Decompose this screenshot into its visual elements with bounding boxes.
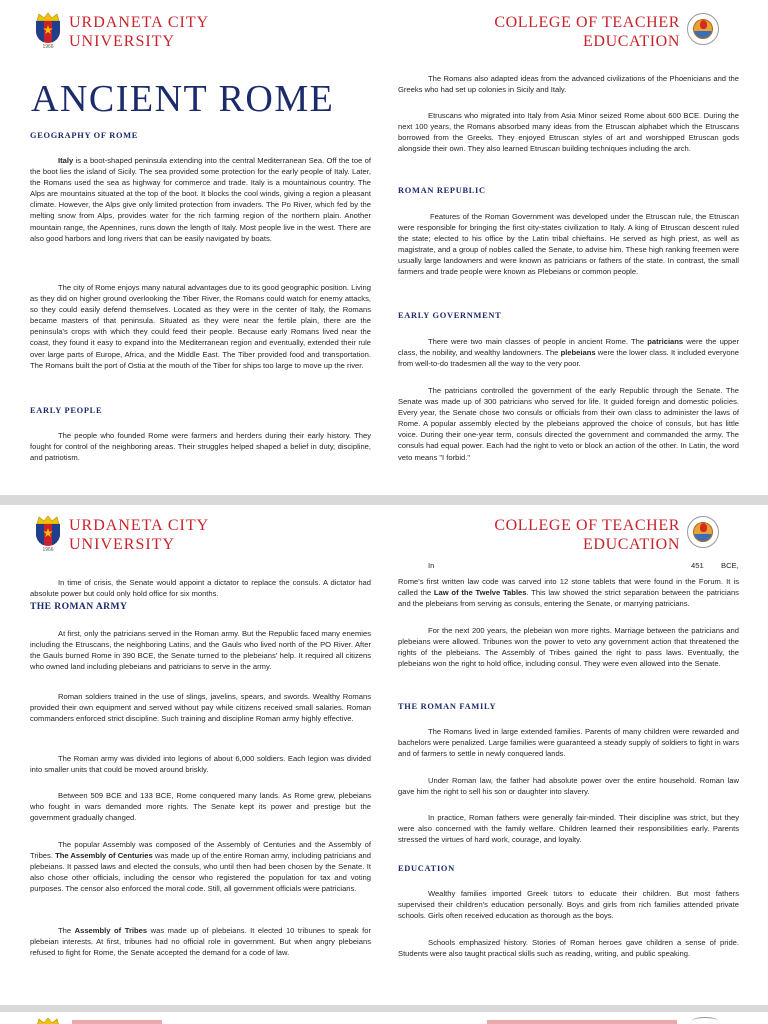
college-name-cut-off (487, 1020, 677, 1024)
paragraph-early-people: The people who founded Rome were farmers and herders during their early history. They fought for control of the neighboring areas. Their struggles helped shaped a belief in duty, discipline, and patriotism. (30, 431, 371, 463)
college-emblem-icon (687, 516, 719, 548)
university-name-line2: UNIVERSITY (69, 536, 175, 553)
college-name-line2: EDUCATION (583, 536, 680, 553)
paragraph-text: There were two main classes of people in ancient Rome. The (428, 337, 648, 346)
paragraph-text: is a boot-shaped peninsula extending into the central Mediterranean Sea. Off the toe of the boot lies the island of Sicily. The sea provided some protection for the early people of Italy. Later, the Romans used the sea as highway for commerce and trade. Italy is a mountainous country. The Alps are mountains situated at the top of the boot. It blocks the cool winds, giving a region a pleasant climate. However, the Alps give only limited protection from invaders. The Po River, which fed by the melting snow from Alps, provides water for the rich farming region of the northern plain. Another mountain range, the Apennines, runs down the length of Italy. Most people live in the west. There are also good harbors and long rivers that can be easily navigated by boats. (30, 156, 371, 243)
paragraph-text: were the lower class. It included everyone from well-to-do tradesmen all the way to the very poor. (398, 348, 740, 369)
paragraph-republic: Features of the Roman Government was developed under the Etruscan rule, the Etruscan were responsible for bringing the first city-states civilization to Italy. A king of Etruscan descent ruled the state; elected to his office by the Latin tribal chieftains. He served as high priest, as well as magistrate, and a group of nobles called the Senate, to advise him. These high ranking freemen were usually large landowners and were known as patricians or fathers of the state. In contrast, the small farmers and trade people were known as Plebeians or common people. (398, 212, 739, 277)
paragraph-education-1: Wealthy families imported Greek tutors to educate their children. But most fathers supervised their children's education personally. Boys and girls from rich families attended private schools. Girls often received education as thorough as the boys. (398, 889, 739, 921)
page-separator (0, 495, 768, 505)
university-seal-icon (33, 1017, 63, 1024)
cut-off-text-in: In (428, 561, 435, 570)
page-separator (0, 1005, 768, 1012)
heading-roman-family: THE ROMAN FAMILY (398, 702, 497, 711)
university-seal-icon (33, 12, 63, 50)
university-name (69, 516, 209, 554)
page-header (0, 0, 768, 70)
paragraph-text: were the upper class, the nobility, and wealthy landowners. The (398, 337, 739, 358)
paragraph-text: Rome's first written law code was carved into 12 stone tablets that were found in the Forum. It is called the (398, 577, 739, 598)
heading-roman-republic: ROMAN REPUBLIC (398, 186, 486, 195)
bold-term-assembly-of-centuries: The Assembly of Centuries (55, 851, 153, 861)
university-name-line1: URDANETA CITY (69, 517, 210, 534)
paragraph-phoenicians: The Romans also adapted ideas from the advanced civilizations of the Phoenicians and the Greeks who had set up colonies in Sicily and Italy. (398, 74, 739, 95)
paragraph-education-2: Schools emphasized history. Stories of Roman heroes gave children a sense of pride. Students were also taught practical skills such as reading, writing, and public speaking. (398, 938, 739, 959)
bold-term-assembly-of-tribes: Assembly of Tribes (74, 926, 148, 935)
paragraph-family-1: The Romans lived in large extended families. Parents of many children were rewarded and bachelors were penalized. Large families were guaranteed a steady supply of soldiers to fight in wars and of farmers to settle in newly conquered lands. (398, 727, 739, 759)
university-name-line2: UNIVERSITY (69, 33, 175, 50)
heading-early-government: EARLY GOVERNMENT (398, 311, 502, 320)
paragraph-army-3: The Roman army was divided into legions of about 6,000 soldiers. Each legion was divided into smaller units that could be moved around briskly. (30, 754, 371, 775)
document-title: ANCIENT ROME (31, 78, 335, 120)
paragraph-assembly-centuries (30, 839, 371, 894)
paragraph-etruscans: Etruscans who migrated into Italy from Asia Minor seized Rome about 600 BCE. During the next 100 years, the Romans absorbed many ideas from the Etruscan alphabet which the Etruscans borrowed from the Greeks. They enjoyed Etruscan styles of art and worshipped Etruscan gods alongside their own. They also learned Etruscan building techniques including the arch. (398, 111, 739, 154)
paragraph-government-2: The patricians controlled the government of the early Republic through the Senate. The Senate was made up of 300 patricians who served for life. It guided foreign and domestic policies. Every year, the Senate chose two consuls or officials from their own class to administer the laws of Rome. A popular assembly elected by the plebeians approved the choice of consuls, but has little voice. During their one-year term, consuls directed the government and commanded the army. The consuls had equal power. Each had the right to veto or block an action of the other. In Latin, the word veto means "I forbid." (398, 386, 739, 462)
paragraph-text: The popular Assembly was composed of the Assembly of Centuries and the Assembly of Tribes. (30, 840, 371, 861)
seal-year: 1966 (42, 44, 54, 50)
paragraph-family-2: Under Roman law, the father had absolute power over the entire household. Roman law gave him the right to sell his son or daughter into slavery. (398, 776, 739, 797)
paragraph-geography-2: The city of Rome enjoys many natural advantages due to its good geographic position. Living as they did on higher ground overlooking the Tiber River, the Romans could watch for enemy attacks, so they could easily defend themselves. Located as they were in the center of Italy, the Romans became masters of that peninsula. Situated as they were near the fertile plain, there are the peninsula's crops with which they could feed their people. Because early Romans lived near the coast, they found it easy to expand into the Mediterranean region and eventually, extended their rule over large parts of Europe, Africa, and the Middle East. The Tiber provided food and transportation. The Romans built the port of Ostia at the mouth of the Tiber for ships too large to move up the river. (30, 283, 371, 370)
seal-year: 1966 (42, 547, 54, 553)
bold-term-italy: Italy (58, 156, 74, 165)
bold-term-plebeians: plebeians (560, 348, 596, 358)
bold-term-patricians: patricians (647, 337, 684, 346)
paragraph-twelve-tables (398, 576, 739, 609)
paragraph-text: was made up of the entire Roman army, including patricians and plebeians. It passed laws and elected the consuls, who until then had been chosen by the Senate. It also chose other officials, including the censor who registered the population for tax and voting purposes. The censor also enforced the moral code. Still, all government officials were patricians. (30, 851, 371, 894)
university-name-line1: URDANETA CITY (69, 14, 210, 31)
heading-early-people: EARLY PEOPLE (30, 406, 103, 415)
college-name (494, 13, 680, 51)
university-seal-icon (33, 515, 63, 553)
paragraph-government-1 (398, 336, 739, 369)
paragraph-crisis: In time of crisis, the Senate would appoint a dictator to replace the consuls. A dictator had absolute power but could only hold office for six months. (30, 578, 371, 599)
paragraph-army-2: Roman soldiers trained in the use of slings, javelins, spears, and swords. Wealthy Romans provided their own equipment and served without pay while citizens received small salaries. Roman commanders enforced strict discipline. Such training and discipline Roman army highly effective. (30, 692, 371, 724)
university-name (69, 13, 209, 51)
paragraph-text: was made up of plebeians. It elected 10 tribunes to speak for plebeian interests. At first, tribunes had no official role in government. But when angry plebeians refused to fight for Rome, the Senate accepted the demand for a code of law. (30, 926, 371, 958)
crown-icon (36, 1017, 60, 1024)
document-page-2 (0, 505, 768, 1005)
university-name-cut-off (72, 1020, 162, 1024)
college-name-line2: EDUCATION (583, 33, 680, 50)
college-name-line1: COLLEGE OF TEACHER (494, 14, 680, 31)
college-name-line1: COLLEGE OF TEACHER (494, 517, 680, 534)
paragraph-text: . This law showed the strict separation between the patricians and the plebeians from serving as consuls, entering the Senate, or marrying patricians. (398, 588, 739, 609)
cut-off-text-451: 451 (691, 561, 704, 570)
heading-geography: GEOGRAPHY OF ROME (30, 131, 139, 140)
paragraph-army-4: Between 509 BCE and 133 BCE, Rome conquered many lands. As Rome grew, plebeians who fought in wars demanded more rights. The Senate kept its power and prestige but the government gradually changed. (30, 791, 371, 823)
paragraph-army-1: At first, only the patricians served in the Roman army. But the Republic faced many enemies including the Etruscans, the neighboring Latins, and the Gauls who lived north of the PO River. After the Gauls burned Rome in 390 BCE, the Senate turned to the plebeians' help. It required all citizens who owned land including plebeians and patricians to serve in the army. (30, 629, 371, 672)
paragraph-geography-1 (30, 155, 371, 244)
heading-education: EDUCATION (398, 864, 455, 873)
college-name (494, 516, 680, 554)
paragraph-family-3: In practice, Roman fathers were generally fair-minded. Their discipline was strict, but they were also concerned with the family welfare. Children learned their responsibilities early. Parents stressed the virtues of hard work, courage, and loyalty. (398, 813, 739, 845)
college-emblem-icon (692, 1017, 718, 1024)
heading-roman-army: THE ROMAN ARMY (30, 601, 128, 612)
document-page-3-partial (0, 1012, 768, 1024)
document-page-1 (0, 0, 768, 495)
college-emblem-icon (687, 13, 719, 45)
paragraph-assembly-tribes (30, 925, 371, 958)
page-header (0, 505, 768, 575)
paragraph-text: The (58, 926, 75, 935)
cut-off-text-bce: BCE, (721, 561, 739, 570)
bold-term-twelve-tables: Law of the Twelve Tables (433, 588, 527, 598)
paragraph-200-years: For the next 200 years, the plebeian won more rights. Marriage between the patricians and plebeians were allowed. Tribunes won the power to veto any government action that threatened the rights of the plebeians. The Assembly of Tribes gained the right to pass laws. Eventually, the plebeians won the right to hold office, including consul. They were even allowed into the Senate. (398, 626, 739, 669)
